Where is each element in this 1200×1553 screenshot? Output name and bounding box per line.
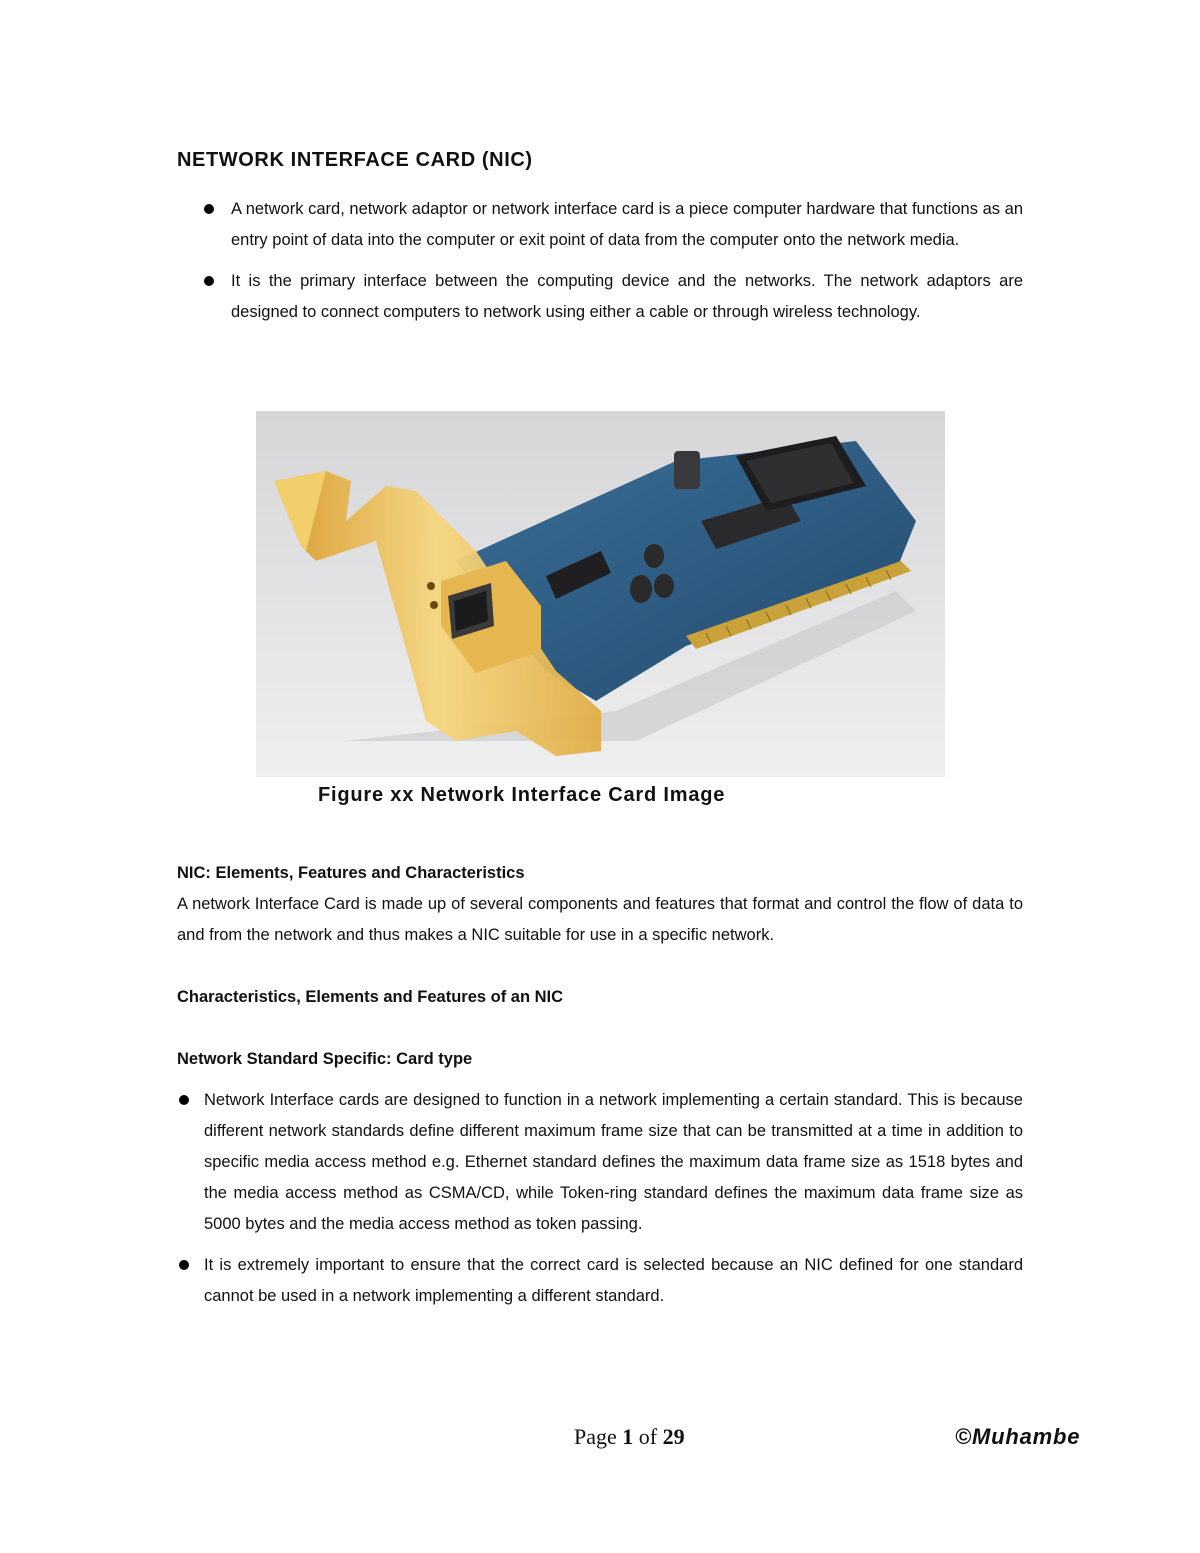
section-title: Network Standard Specific: Card type (177, 1050, 473, 1068)
page-current: 1 (622, 1424, 634, 1449)
list-item (177, 1085, 1023, 1240)
section-paragraph: A network Interface Card is made up of several components and features that format and control the flow of data to and from the network and thus makes a NIC suitable for use in a specific network. (177, 895, 1023, 944)
bullet-text: A network card, network adaptor or network interface card is a piece computer hardware that functions as an entry point of data into the computer or exit point of data from the computer onto the network media. (231, 200, 1023, 249)
bullet-text: It is extremely important to ensure that the correct card is selected because an NIC defined for one standard cannot be used in a network implementing a different standard. (204, 1256, 1023, 1305)
bullet-text: It is the primary interface between the computing device and the networks. The network adaptors are designed to connect computers to network using either a cable or through wireless technology. (231, 272, 1023, 321)
section-title: NIC: Elements, Features and Characteristics (177, 864, 525, 882)
list-item (177, 194, 1023, 256)
card-type-bullet-list (177, 1085, 1023, 1312)
list-item (177, 266, 1023, 328)
network-interface-card-photo-icon (256, 411, 945, 777)
bullet-icon (179, 1095, 189, 1105)
bullet-icon (204, 276, 214, 286)
page-title: NETWORK INTERFACE CARD (NIC) (177, 149, 533, 171)
bullet-icon (204, 204, 214, 214)
bullet-icon (179, 1260, 189, 1270)
intro-bullet-list (177, 194, 1023, 328)
bullet-text: Network Interface cards are designed to function in a network implementing a certain standard. This is because different network standards define different maximum frame size that can be transmitted at a time in addition to specific media access method e.g. Ethernet standard defines the maximum data frame size as 1518 bytes and the media access method as CSMA/CD, while Token-ring standard defines the maximum data frame size as 5000 bytes and the media access method as token passing. (204, 1091, 1023, 1233)
page-number (574, 1424, 685, 1450)
page-of: of (638, 1424, 658, 1449)
author-credit: ©Muhambe (955, 1424, 1081, 1449)
details-section (177, 858, 1023, 1322)
page-prefix: Page (574, 1424, 617, 1449)
page-total: 29 (662, 1424, 685, 1449)
nic-figure-image (256, 411, 945, 777)
intro-section (177, 140, 1023, 338)
list-item (177, 1250, 1023, 1312)
figure-caption: Figure xx Network Interface Card Image (318, 784, 726, 806)
section-title: Characteristics, Elements and Features of an NIC (177, 988, 564, 1006)
